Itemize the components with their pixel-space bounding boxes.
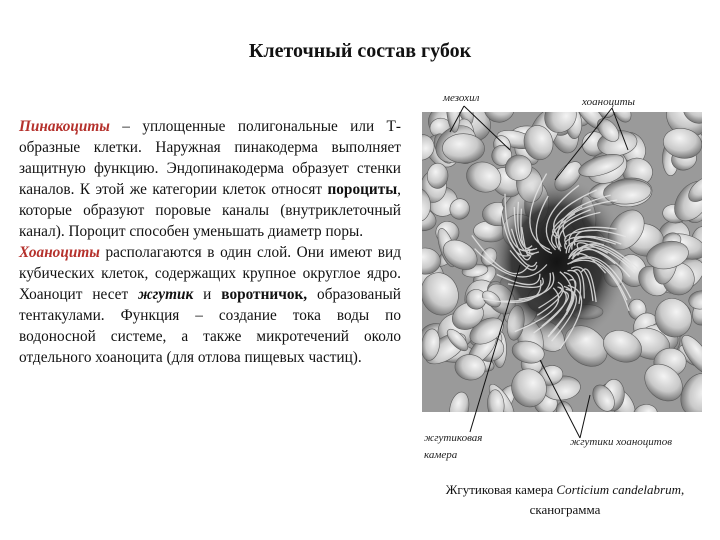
porocytes-term: пороциты [327,181,398,198]
caption-species: Corticium candelabrum [556,482,681,497]
sem-micrograph [422,112,702,412]
label-choanocyte-flagella: жгутики хоаноцитов [570,436,673,448]
choanocytes-term: Хоаноциты [19,244,100,261]
label-flagellar-chamber: жгутиковая камера [424,432,483,461]
caption-suffix: , сканограмма [529,482,685,517]
pinacocytes-paragraph [19,116,401,242]
and-word: и [193,286,222,303]
figure-caption [420,480,710,520]
choanocytes-paragraph [19,242,401,368]
pinacocytes-term: Пинакоциты [19,118,110,135]
body-text [19,116,401,368]
porocytes-description: , которые образуют поровые каналы (внутриклеточный канал). Пороцит способен уменьшать диаметр поры. [19,181,401,240]
flagellum-term: жгутик [138,286,194,303]
label-choanocytes: хоаноциты [582,96,635,108]
page-title: Клеточный состав губок [248,40,472,62]
label-mesohyl: мезохил [443,92,480,104]
choanocytes-description-1: располагаются в один слой. Они имеют вид кубических клеток, содержащих крупное округлое ядро. Хоаноцит несет [19,244,401,303]
collar-term: воротничок, [221,286,308,303]
caption-prefix: Жгутиковая камера [445,482,557,497]
choanocytes-description-2: образованый тентакулами. Функция – создание тока воды по водоносной системе, а также микротечений около отдельного хоаноцита (для отлова пищевых частиц). [19,286,401,366]
pinacocytes-description: – уплощенные полигональные или Т-образные клетки. Наружная пинакодерма выполняет защитную функцию. Эндопинакодерма образует стенки каналов. К этой же категории клеток относят [19,118,401,198]
